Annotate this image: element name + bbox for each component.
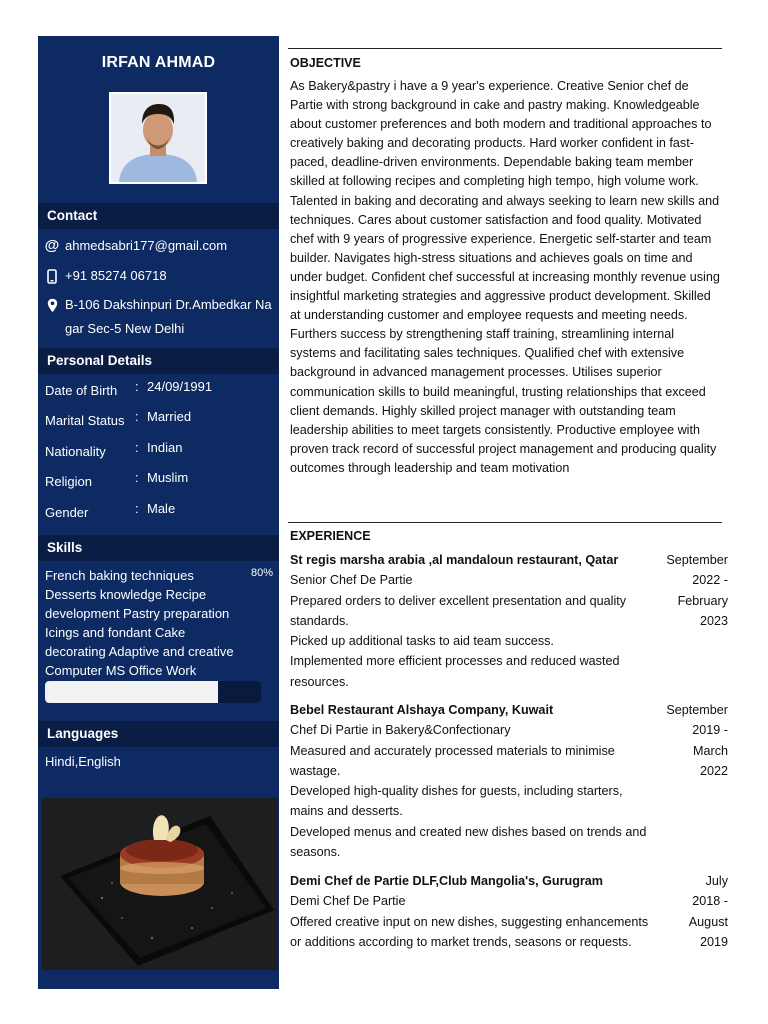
job-duty: Prepared orders to deliver excellent presentation and quality standards. [290,593,627,628]
job-role: Demi Chef De Partie [290,894,406,909]
profile-photo [109,92,207,184]
objective-text: As Bakery&pastry i have a 9 year's experience. Creative Senior chef de Partie with strong background in cake and pastry making. Knowledgeable about customer preferences and both modern and traditional approaches to creatively baking and decorating products. Hard worker confident in fast-paced, deadline-driven environments. Dependable baking team member skilled at following recipes and completing high tempo, high volume work. Talented in baking and decorating and always seeking to learn new skills and techniques. Cares about customer satisfaction and food quality. Motivated chef with 9 years of progressive experience. Energetic self-starter and team builder. Navigates high-stress situations and achieves goals on time and under budget. Confident chef successful at increasing monthly revenue using insightful marketing strategies and aggressive product development. Skilled at understanding customer and employee requests and meeting needs. Furthers success by strengthening staff training, streamlining internal systems and facilitating sales techniques. Qualified chef with extensive background in advanced management processes. Utilises superior communication skills to build meaningful, trusting relationships that exceed client demands. Highly skilled project manager with outstanding team leadership abilities to meet targets consistently. Productive employee with proven track record of successful project management and producing quality outcomes through leadership and team motivation [290,79,720,475]
sidebar: IRFAN AHMAD Contact @ ahmedsabri177@gmail.com +91 85274 06718 B-106 Dakshinpuri Dr.Ambedkar Na gar Sec-5 New Delhi Personal Details Date of Birth : 24/09/1991 Marital Status : Married Nationality : Indian Religion : Muslim Gender : Male Skills French baking techniques Desserts knowledge Recipe development Pastry preparation Icings and fondant Cake decorating Adaptive and creative Computer MS Office Work 80% Languages Hindi,English [38,36,279,989]
date-line: 2022 [699,763,728,778]
experience-entry [290,700,726,862]
job-dates [638,871,728,952]
date-line: August [688,914,728,929]
job-duty: Developed high-quality dishes for guests, including starters, mains and desserts. [290,784,623,819]
detail-value: Indian [147,440,183,455]
phone-icon [44,266,60,289]
date-line: February [677,593,728,608]
contact-heading: Contact [38,203,279,229]
detail-value: Married [147,409,192,424]
date-line: 2023 [699,613,728,628]
date-line: September [666,553,728,567]
job-role: Chef Di Partie in Bakery&Confectionary [290,723,511,738]
job-duty: Measured and accurately processed materials to minimise wastage. [290,743,615,778]
date-line: 2018 - [692,894,728,909]
date-line: 2019 [699,934,728,949]
job-duty: Picked up additional tasks to aid team success. [290,634,554,649]
detail-label: Religion [45,474,92,489]
languages-heading: Languages [38,721,279,747]
job-duty: Implemented more efficient processes and reduced wasted resources. [290,654,620,689]
date-line: September [666,703,728,717]
detail-label: Nationality [45,444,106,459]
address-line-1: B-106 Dakshinpuri Dr.Ambedkar Na [65,297,272,312]
date-line: 2019 - [692,723,728,738]
phone-text: +91 85274 06718 [65,268,167,283]
job-dates [638,550,728,631]
at-icon: @ [44,237,60,254]
detail-value: Male [147,501,176,516]
date-line: 2022 - [692,573,728,588]
date-line: March [693,743,728,758]
detail-label: Date of Birth [45,383,118,398]
divider-experience [288,522,722,523]
candidate-name: IRFAN AHMAD [101,54,216,71]
date-line: July [705,874,728,888]
experience-heading: EXPERIENCE [290,529,371,543]
skills-heading: Skills [38,535,279,561]
job-dates [638,700,728,781]
skill-level-bar [45,681,261,703]
personal-details-heading: Personal Details [38,348,279,374]
job-company: St regis marsha arabia ,al mandaloun restaurant, Qatar [290,553,619,567]
detail-label: Marital Status [45,413,125,428]
detail-value: Muslim [147,470,189,485]
job-company: Bebel Restaurant Alshaya Company, Kuwait [290,703,554,717]
objective-heading: OBJECTIVE [290,56,361,70]
job-duty: Offered creative input on new dishes, suggesting enhancements or additions according to market trends, seasons or requests. [290,914,649,949]
skill-level-fill [45,681,218,703]
email-text: ahmedsabri177@gmail.com [65,238,228,253]
job-role: Senior Chef De Partie [290,573,413,588]
job-duty: Developed menus and created new dishes based on trends and seasons. [290,824,647,860]
detail-value: 24/09/1991 [147,379,213,394]
dessert-photo [42,798,278,970]
divider-top [288,48,722,49]
skill-percent: 80% [251,567,274,579]
experience-entry [290,871,726,952]
location-pin-icon [44,295,60,318]
skills-list: French baking techniques Desserts knowledge Recipe development Pastry preparation Icings and fondant Cake decorating Adaptive and creative Computer MS Office Work [45,568,234,678]
address-line-2: gar Sec-5 New Delhi [65,321,185,336]
detail-label: Gender [45,505,89,520]
job-company: Demi Chef de Partie DLF,Club Mangolia's, Gurugram [290,874,603,888]
experience-entry [290,550,726,692]
languages-list: Hindi,English [45,754,121,769]
